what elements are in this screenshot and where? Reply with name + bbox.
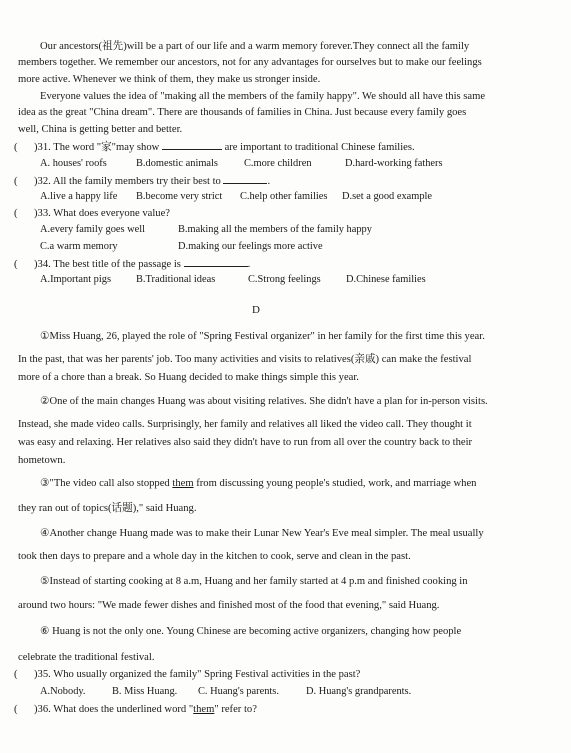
- passage-line: was easy and relaxing. Her relatives also said they didn't have to run from all over the country back to their: [18, 437, 473, 448]
- passage-line: around two hours: "We made fewer dishes and finished most of the food that evening," said Huang.: [18, 600, 440, 611]
- passage-line: well, China is getting better and better.: [18, 124, 183, 135]
- answer-paren[interactable]: (: [14, 704, 18, 715]
- question-stem: )33. What does everyone value?: [34, 208, 170, 219]
- passage-text: from discussing young people's studied, work, and marriage when: [193, 478, 477, 489]
- passage-line: Instead, she made video calls. Surprisingly, her family and relatives all liked the video call. They thought it: [18, 419, 472, 430]
- passage-line: hometown.: [18, 455, 66, 466]
- option-c[interactable]: C.Strong feelings: [248, 274, 321, 285]
- question-stem-end: " refer to?: [214, 704, 257, 715]
- question-stem-end: .: [247, 259, 251, 270]
- option-d[interactable]: D.making our feelings more active: [178, 241, 323, 252]
- passage-line: Our ancestors(祖先)will be a part of our life and a warm memory forever.They connect all the family: [40, 41, 470, 52]
- passage-line: ①Miss Huang, 26, played the role of "Spring Festival organizer" in her family for the first time this year.: [40, 331, 485, 342]
- option-b[interactable]: B.domestic animals: [136, 158, 218, 169]
- passage-text: ③"The video call also stopped: [40, 478, 173, 489]
- question-stem: )31. The word "家"may show: [34, 142, 160, 153]
- passage-line: ⑥ Huang is not the only one. Young Chinese are becoming active organizers, changing how people: [40, 626, 462, 637]
- question-stem: )36. What does the underlined word ": [34, 704, 194, 715]
- option-a[interactable]: A.Nobody.: [40, 686, 86, 697]
- option-c[interactable]: C. Huang's parents.: [198, 686, 279, 697]
- option-b[interactable]: B. Miss Huang.: [112, 686, 178, 697]
- underlined-word: them: [193, 704, 215, 715]
- passage-line: In the past, that was her parents' job. Too many activities and visits to relatives(亲戚) can make the festival: [18, 354, 472, 365]
- option-b[interactable]: B.Traditional ideas: [136, 274, 216, 285]
- passage-line: celebrate the traditional festival.: [18, 652, 155, 663]
- passage-line: took then days to prepare and a whole day in the kitchen to cook, serve and clean in the past.: [18, 551, 411, 562]
- passage-line: Everyone values the idea of "making all the members of the family happy". We should all have this same: [40, 91, 486, 102]
- passage-line: ④Another change Huang made was to make their Lunar New Year's Eve meal simpler. The meal usually: [40, 528, 484, 539]
- option-b[interactable]: B.become very strict: [136, 191, 223, 202]
- passage-line: members together. We remember our ancestors, not for any advantages for ourselves but to make our feelings: [18, 57, 482, 68]
- option-a[interactable]: A.every family goes well: [40, 224, 146, 235]
- question-stem-end: are important to traditional Chinese families.: [224, 142, 415, 153]
- answer-blank[interactable]: [162, 140, 222, 150]
- option-c[interactable]: C.more children: [244, 158, 312, 169]
- option-a[interactable]: A. houses' roofs: [40, 158, 107, 169]
- option-a[interactable]: A.Important pigs: [40, 274, 111, 285]
- answer-paren[interactable]: (: [14, 208, 18, 219]
- passage-line: ②One of the main changes Huang was about visiting relatives. She didn't have a plan for in-person visits.: [40, 396, 488, 407]
- question-stem: )35. Who usually organized the family" Spring Festival activities in the past?: [34, 669, 361, 680]
- section-title: D: [252, 304, 260, 316]
- passage-line: they ran out of topics(话题)," said Huang.: [18, 503, 197, 514]
- question-stem: )34. The best title of the passage is: [34, 259, 181, 270]
- passage-line: ⑤Instead of starting cooking at 8 a.m, Huang and her family started at 4 p.m and finished cooking in: [40, 576, 468, 587]
- underlined-word: them: [172, 478, 194, 489]
- option-c[interactable]: C.a warm memory: [40, 241, 118, 252]
- answer-blank[interactable]: [184, 257, 248, 267]
- option-d[interactable]: D.set a good example: [342, 191, 433, 202]
- answer-blank[interactable]: [223, 174, 267, 184]
- answer-paren[interactable]: (: [14, 142, 18, 153]
- option-d[interactable]: D.hard-working fathers: [345, 158, 443, 169]
- passage-line: idea as the great "China dream". There are thousands of families in China. Just because every family goes: [18, 107, 467, 118]
- option-c[interactable]: C.help other families: [240, 191, 328, 202]
- answer-paren[interactable]: (: [14, 259, 18, 270]
- option-b[interactable]: B.making all the members of the family happy: [178, 224, 372, 235]
- passage-line: more active. Whenever we think of them, they make us stronger inside.: [18, 74, 321, 85]
- answer-paren[interactable]: (: [14, 669, 18, 680]
- option-d[interactable]: D. Huang's grandparents.: [306, 686, 412, 697]
- option-a[interactable]: A.live a happy life: [40, 191, 118, 202]
- option-d[interactable]: D.Chinese families: [346, 274, 426, 285]
- question-stem: )32. All the family members try their best to: [34, 176, 221, 187]
- answer-paren[interactable]: (: [14, 176, 18, 187]
- passage-line: [40, 477, 476, 490]
- question-stem-end: .: [267, 176, 271, 187]
- passage-line: more of a chore than a break. So Huang decided to make things simple this year.: [18, 372, 359, 383]
